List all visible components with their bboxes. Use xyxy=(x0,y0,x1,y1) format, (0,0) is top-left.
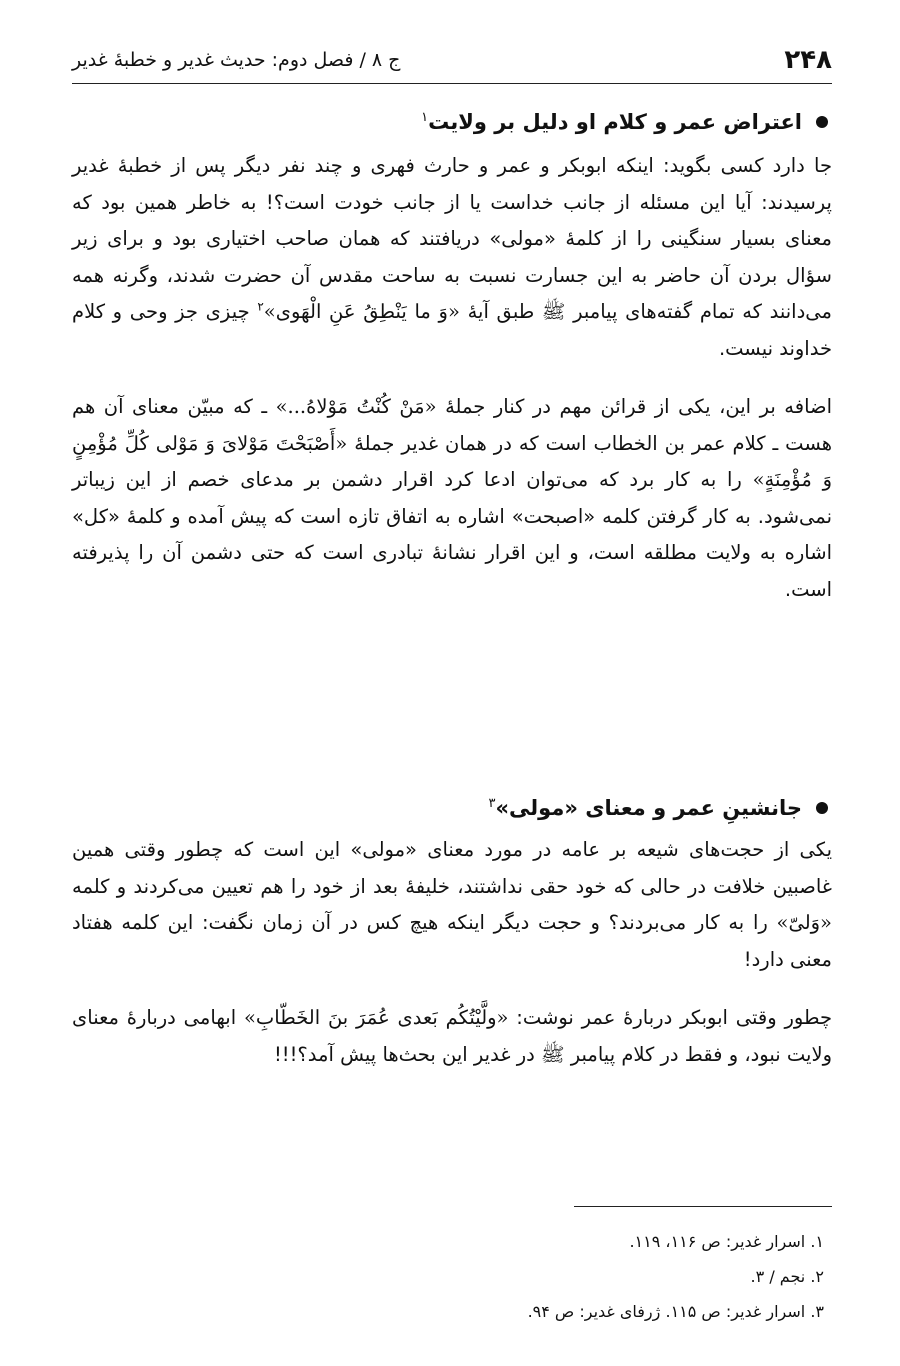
section-heading xyxy=(72,796,832,820)
header-divider xyxy=(72,83,832,84)
running-title: ج ۸ / فصل دوم: حدیث غدیر و خطبهٔ غدیر xyxy=(72,49,401,71)
section-heading-text: جانشینِ عمر و معنای «مولی» xyxy=(495,796,802,820)
paragraph-text: چطور وقتی ابوبکر دربارهٔ عمر نوشت: xyxy=(508,1006,832,1029)
book-page xyxy=(72,0,832,1366)
section-objection-of-umar xyxy=(72,110,832,608)
quran-quote: «وَ ما یَنْطِقُ عَنِ الْهَوی» xyxy=(263,300,460,323)
paragraph-text: اضافه بر این، یکی از قرائن مهم در کنار جملهٔ xyxy=(436,395,832,418)
paragraph-text: چیزی جز وحی و کلام خداوند نیست. xyxy=(72,300,832,360)
footnote-divider xyxy=(574,1206,832,1207)
footnote-marker: ۲ xyxy=(257,299,264,314)
paragraph-text: ـ که مبیّن معنای آن هم هست ـ کلام عمر بن الخطاب است که در همان غدیر جملهٔ xyxy=(72,395,832,455)
footnote-3: ۳. اسرار غدیر: ص ۱۱۵. ژرفای غدیر: ص ۹۴. xyxy=(527,1302,824,1321)
paragraph xyxy=(72,148,832,367)
page-number: ۲۴۸ xyxy=(784,45,832,75)
page-header xyxy=(72,40,832,80)
paragraph xyxy=(72,832,832,978)
paragraph-text: ابهامی دربارهٔ معنای ولایت نبود، و فقط در کلام پیامبر ﷺ در غدیر این بحث‌ها پیش آمد؟!!! xyxy=(72,1006,832,1066)
section-heading-text: اعتراض عمر و کلام او دلیل بر ولایت xyxy=(428,110,802,134)
footnote-marker: ۱ xyxy=(421,110,429,125)
bullet-icon xyxy=(816,116,828,128)
footnotes xyxy=(72,1224,824,1329)
paragraph-text: را به کار برد که می‌توان ادعا کرد اقرار دشمن بر مدعای خصم از این زیباتر نمی‌شود. به کار گرفتن کلمه «اصبحت» اشاره به اتفاق تازه است که پیش آمده و کلمهٔ «کل» اشاره به ولایت مطلقه است، و این اقرار نشانهٔ تبادری است که حتی دشمن آن را پذیرفته است. xyxy=(72,468,832,601)
arabic-quote: «أَصْبَحْتَ مَوْلایَ وَ مَوْلی کُلِّ مُؤْمِنٍ وَ مُؤْمِنَةٍ» xyxy=(72,431,832,491)
section-successor-of-umar xyxy=(72,796,832,1073)
paragraph-text: را به کار می‌بردند؟ و حجت دیگر اینکه هیچ کس در آن زمان نگفت: این کلمه هفتاد معنی دارد! xyxy=(72,911,832,971)
bullet-icon xyxy=(816,802,828,814)
paragraph-text: یکی از حجت‌های شیعه بر عامه در مورد معنای «مولی» این است که چطور وقتی همین غاصبین خلافت در حالی که خود حقی نداشتند، خلیفهٔ بعد از خود را هم تعیین می‌کردند و کلمه xyxy=(72,838,832,898)
footnote-1: ۱. اسرار غدیر: ص ۱۱۶، ۱۱۹. xyxy=(629,1232,824,1251)
paragraph xyxy=(72,1000,832,1073)
arabic-quote: «ولَّیْتُکُم بَعدی عُمَرَ بنَ الخَطّابِ» xyxy=(243,1006,509,1029)
section-heading xyxy=(72,110,832,134)
footnote-2: ۲. نجم / ۳. xyxy=(750,1267,824,1286)
paragraph xyxy=(72,389,832,608)
paragraph-text: جا دارد کسی بگوید: اینکه ابوبکر و عمر و حارث فهری و چند نفر دیگر پس از خطبهٔ غدیر پرسیدند: آیا این مسئله از جانب خداست یا از جانب خودت است؟! به خاطر همین بود که معنای بسیار سنگینی را از کلمهٔ «مولی» دریافتند که همان صاحب اختیاری بود و برای زیر سؤال بردن آن حاضر به این جسارت نسبت به ساحت مقدس آن حضرت شدند، وگرنه همه می‌دانند که تمام گفته‌های پیامبر ﷺ طبق آیهٔ xyxy=(72,154,832,323)
footnote-marker: ۳ xyxy=(488,796,496,811)
arabic-quote: «وَلیّ» xyxy=(776,911,832,934)
hadith-quote: «مَنْ کُنْتُ مَوْلاهُ...» xyxy=(275,395,437,418)
